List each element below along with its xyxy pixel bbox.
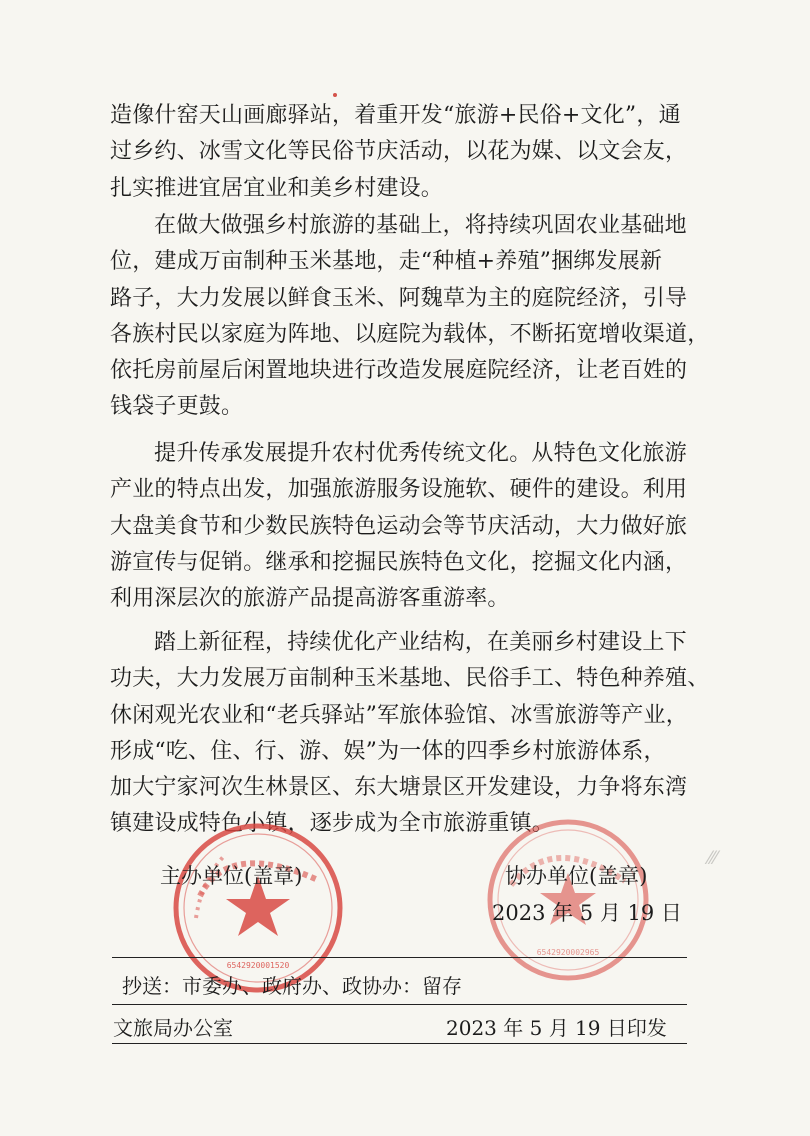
paragraph-line: 过乡约、冰雪文化等民俗节庆活动，以花为媒、以文会友， bbox=[110, 139, 688, 165]
seal-number: 6542920001520 bbox=[226, 961, 290, 970]
paragraph-line: 功夫，大力发展万亩制种玉米基地、民俗手工、特色种养殖、 bbox=[110, 666, 710, 692]
issuing-office: 文旅局办公室 bbox=[113, 1016, 233, 1040]
paragraph-line: 加大宁家河次生林景区、东大塘景区开发建设，力争将东湾 bbox=[110, 775, 688, 801]
paragraph-line: 造像什窑天山画廊驿站，着重开发“旅游+民俗+文化”，通 bbox=[110, 103, 681, 128]
paragraph-1 bbox=[110, 98, 700, 207]
footer-rule-bottom bbox=[112, 1043, 687, 1044]
paragraph-line: 位，建成万亩制种玉米基地，走“种植+养殖”捆绑发展新 bbox=[110, 249, 663, 275]
paragraph-line: 在做大做强乡村旅游的基础上，将持续巩固农业基础地 bbox=[154, 213, 687, 238]
cc-line: 抄送：市委办、政府办、政协办：留存 bbox=[122, 974, 462, 998]
paragraph-line: 各族村民以家庭为阵地、以庭院为载体，不断拓宽增收渠道， bbox=[110, 321, 710, 347]
print-date: 2023 年 5 月 19 日印发 bbox=[446, 1016, 667, 1040]
paragraph-line: 依托房前屋后闲置地块进行改造发展庭院经济，让老百姓的 bbox=[110, 358, 688, 384]
footer-rule-middle bbox=[112, 1004, 687, 1005]
paragraph-line: 踏上新征程，持续优化产业结构，在美丽乡村建设上下 bbox=[154, 630, 687, 655]
paragraph-line: 路子，大力发展以鲜食玉米、阿魏草为主的庭院经济，引导 bbox=[110, 285, 688, 311]
issue-date: 2023 年 5 月 19 日 bbox=[492, 901, 682, 925]
paragraph-line: 钱袋子更鼓。 bbox=[110, 394, 244, 420]
paragraph-line: 产业的特点出发，加强旅游服务设施软、硬件的建设。利用 bbox=[110, 477, 688, 503]
paragraph-2 bbox=[110, 208, 710, 426]
paragraph-line: 提升传承发展提升农村优秀传统文化。从特色文化旅游 bbox=[154, 441, 687, 466]
paragraph-line: 扎实推进宜居宜业和美乡村建设。 bbox=[110, 175, 444, 201]
paragraph-4 bbox=[110, 625, 710, 843]
seal-number: 6542920002965 bbox=[536, 948, 600, 957]
paragraph-line: 大盘美食节和少数民族特色运动会等节庆活动，大力做好旅 bbox=[110, 513, 688, 539]
paragraph-line: 游宣传与促销。继承和挖掘民族特色文化，挖掘文化内涵， bbox=[110, 549, 688, 575]
footer-rule-top bbox=[112, 957, 687, 958]
organizer-label: 主办单位(盖章) bbox=[160, 864, 303, 888]
paragraph-3 bbox=[110, 436, 700, 617]
paragraph-line: 利用深层次的旅游产品提高游客重游率。 bbox=[110, 586, 510, 612]
paragraph-line: 休闲观光农业和“老兵驿站”军旅体验馆、冰雪旅游等产业， bbox=[110, 702, 688, 728]
ink-speck bbox=[333, 93, 337, 97]
co-organizer-label: 协办单位(盖章) bbox=[505, 864, 648, 888]
paragraph-line: 镇建设成特色小镇，逐步成为全市旅游重镇。 bbox=[110, 811, 555, 837]
scan-smudge: ⁄⁄⁄ bbox=[708, 848, 718, 869]
paragraph-line: 形成“吃、住、行、游、娱”为一体的四季乡村旅游体系， bbox=[110, 738, 666, 764]
